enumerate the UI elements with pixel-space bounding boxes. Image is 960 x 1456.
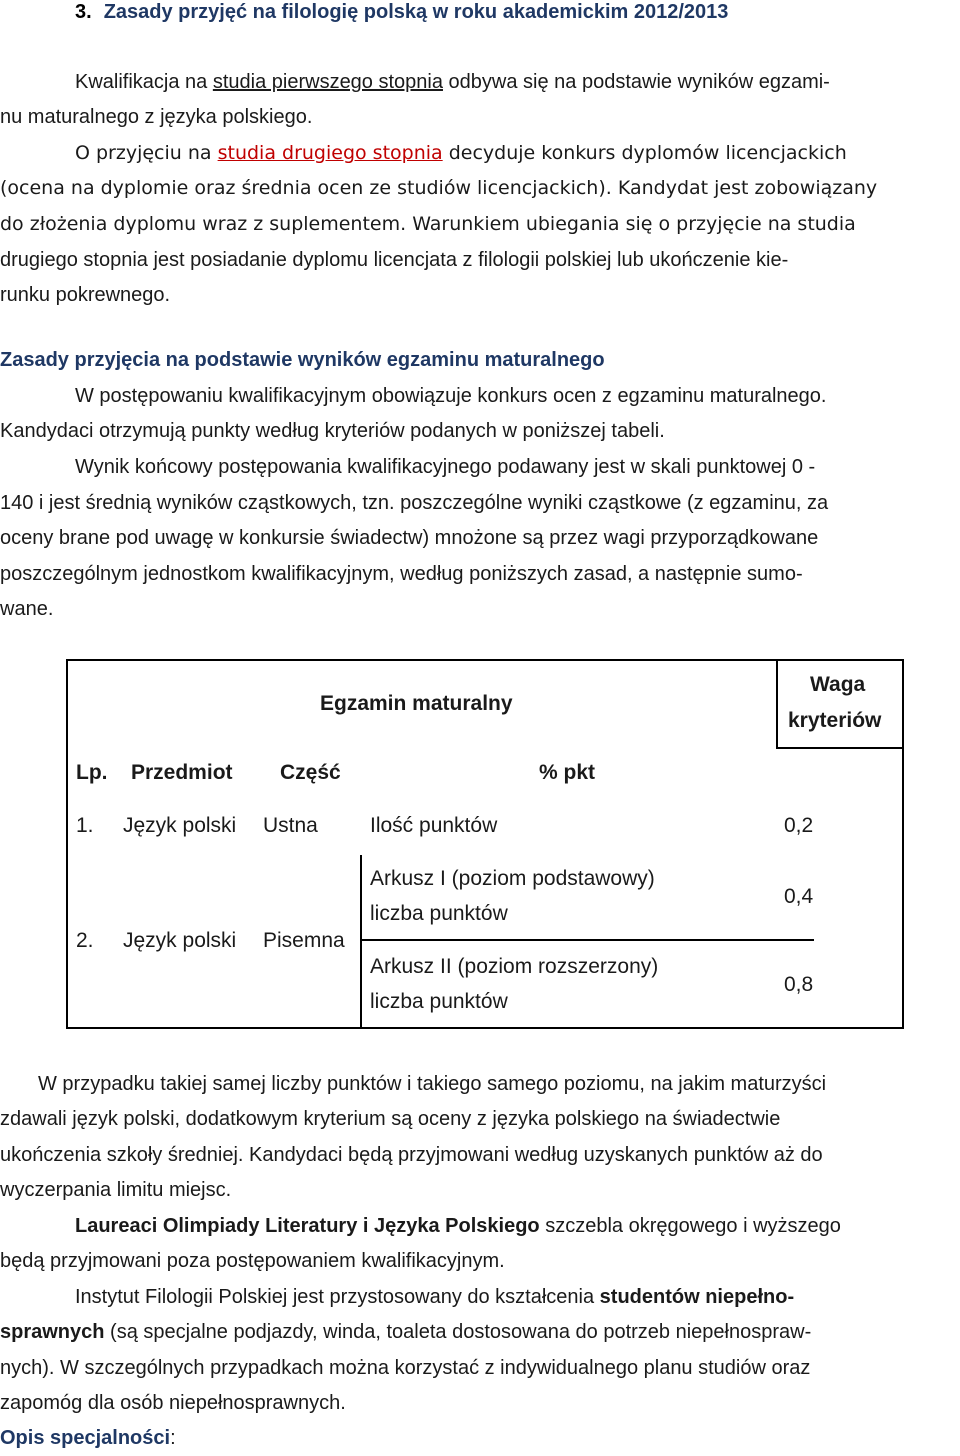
paragraph-line: ukończenia szkoły średniej. Kandydaci będą przyjmowani według uzyskanych punktów aż do bbox=[0, 1144, 823, 1166]
paragraph-line: wane. bbox=[0, 598, 54, 620]
first-degree-studies-link[interactable]: studia pierwszego stopnia bbox=[212, 71, 443, 93]
disabled-students-term: studentów niepełno- bbox=[599, 1286, 795, 1308]
table-row-2b-desc-line2: liczba punktów bbox=[370, 990, 508, 1013]
weight-header-line2: kryteriów bbox=[788, 709, 882, 732]
col-lp-header: Lp. bbox=[76, 761, 108, 784]
col-subject-header: Przedmiot bbox=[131, 761, 233, 784]
olympiad-laureates: Laureaci Olimpiady Literatury i Języka Polskiego bbox=[75, 1215, 540, 1237]
specializations-heading bbox=[0, 1421, 960, 1456]
disabled-students-term: sprawnych bbox=[0, 1321, 105, 1343]
paragraph-line bbox=[0, 65, 960, 100]
paragraph-line: Kandydaci otrzymują punkty według kryteriów podanych w poniższej tabeli. bbox=[0, 420, 665, 442]
section-number: 3. bbox=[75, 1, 92, 23]
table-row-1-desc: Ilość punktów bbox=[370, 814, 498, 837]
table-row-2a-desc-line1: Arkusz I (poziom podstawowy) bbox=[370, 867, 655, 890]
specializations-heading-text: Opis specjalności bbox=[0, 1427, 171, 1449]
col-pct-header: % pkt bbox=[539, 761, 596, 784]
paragraph-line: W postępowaniu kwalifikacyjnym obowiązuje konkurs ocen z egzaminu maturalnego. bbox=[75, 385, 827, 407]
paragraph-line: zapomóg dla osób niepełnosprawnych. bbox=[0, 1392, 346, 1414]
section-title-text: Zasady przyjęć na filologię polską w roku akademickim 2012/2013 bbox=[103, 1, 729, 23]
text: szczebla okręgowego i wyższego bbox=[539, 1215, 841, 1237]
text: odbywa się na podstawie wyników egzami- bbox=[442, 71, 830, 93]
subheading: Zasady przyjęcia na podstawie wyników egzaminu maturalnego bbox=[0, 349, 605, 371]
weight-header-line1: Waga bbox=[810, 673, 866, 696]
paragraph-line: nu maturalnego z języka polskiego. bbox=[0, 106, 313, 128]
table-row-2b-weight: 0,8 bbox=[784, 973, 814, 996]
paragraph-line bbox=[0, 136, 960, 171]
paragraph-line bbox=[0, 1209, 960, 1244]
paragraph-line: do złożenia dyplomu wraz z suplementem. Warunkiem ubiegania się o przyjęcie na studia bbox=[0, 213, 856, 235]
paragraph-line: zdawali język polski, dodatkowym kryterium są oceny z języka polskiego na świadectwie bbox=[0, 1108, 781, 1130]
paragraph-line: W przypadku takiej samej liczby punktów i takiego samego poziomu, na jakim maturzyści bbox=[38, 1073, 827, 1095]
second-degree-studies-link[interactable]: studia drugiego stopnia bbox=[217, 142, 443, 164]
table-row-2-subject: Język polski bbox=[123, 929, 237, 952]
paragraph-line: nych). W szczególnych przypadkach można korzystać z indywidualnego planu studiów oraz bbox=[0, 1357, 811, 1379]
paragraph-line: runku pokrewnego. bbox=[0, 284, 171, 306]
text: Kwalifikacja na bbox=[75, 71, 213, 93]
text: : bbox=[170, 1427, 176, 1449]
table-row-1-subject: Język polski bbox=[123, 814, 237, 837]
table-row-1-lp: 1. bbox=[76, 814, 94, 837]
text: (są specjalne podjazdy, winda, toaleta dostosowana do potrzeb niepełnospraw- bbox=[104, 1321, 812, 1343]
table-row-1-weight: 0,2 bbox=[784, 814, 814, 837]
text: Instytut Filologii Polskiej jest przystosowany do kształcenia bbox=[75, 1286, 600, 1308]
table-row-2a-weight: 0,4 bbox=[784, 885, 814, 908]
text: O przyjęciu na bbox=[75, 142, 218, 164]
section-title bbox=[75, 0, 960, 30]
table-row-2-lp: 2. bbox=[76, 929, 94, 952]
table-row-1-part: Ustna bbox=[263, 814, 318, 837]
paragraph-line: będą przyjmowani poza postępowaniem kwalifikacyjnym. bbox=[0, 1250, 505, 1272]
table-row-2-part: Pisemna bbox=[263, 929, 345, 952]
paragraph-line: (ocena na dyplomie oraz średnia ocen ze studiów licencjackich). Kandydat jest zobowiązany bbox=[0, 177, 878, 199]
paragraph-line: Wynik końcowy postępowania kwalifikacyjnego podawany jest w skali punktowej 0 - bbox=[75, 456, 816, 478]
paragraph-line: 140 i jest średnią wyników cząstkowych, tzn. poszczególne wyniki cząstkowe (z egzaminu, za bbox=[0, 492, 829, 514]
paragraph-line: poszczególnym jednostkom kwalifikacyjnym, według poniższych zasad, a następnie sumo- bbox=[0, 563, 803, 585]
text: decyduje konkurs dyplomów licencjackich bbox=[442, 142, 847, 164]
table-row-2a-desc-line2: liczba punktów bbox=[370, 902, 508, 925]
table-row-2b-desc-line1: Arkusz II (poziom rozszerzony) bbox=[370, 955, 659, 978]
col-part-header: Część bbox=[280, 761, 341, 784]
paragraph-line: wyczerpania limitu miejsc. bbox=[0, 1179, 232, 1201]
paragraph-line: drugiego stopnia jest posiadanie dyplomu licencjata z filologii polskiej lub ukończenie kie- bbox=[0, 249, 789, 271]
paragraph-line bbox=[0, 1315, 960, 1350]
paragraph-line bbox=[0, 1280, 960, 1315]
admission-criteria-table bbox=[66, 659, 904, 1029]
paragraph-line: oceny brane pod uwagę w konkursie świadectw) mnożone są przez wagi przyporządkowane bbox=[0, 527, 819, 549]
exam-header: Egzamin maturalny bbox=[320, 692, 513, 715]
